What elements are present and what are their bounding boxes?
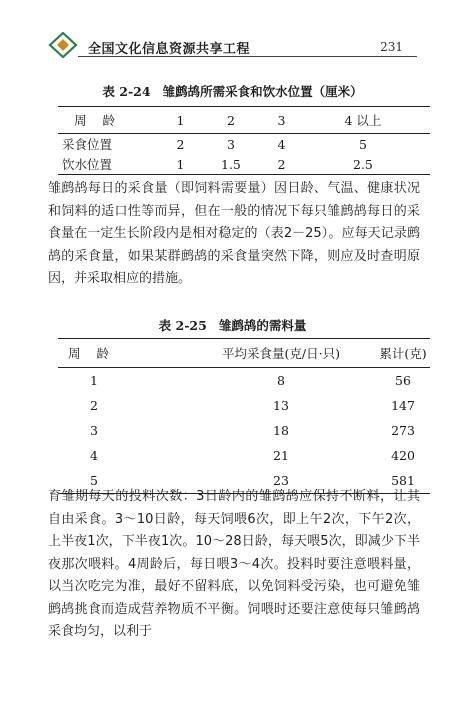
table-row [58, 418, 430, 443]
table-cell: 18 [273, 423, 289, 438]
table-cell: 2 [277, 156, 286, 172]
body-paragraph-1: 雏鹧鸪每日的采食量（即饲料需要量）因日龄、气温、健康状况和饲料的适口性等而异，但在一般的情况下每只雏鹧鸪每日的采食量在一定生长阶段内是相对稳定的（表2－25）。应每天记录鹧鸪的采食量，如果某群鹧鸪的采食量突然下降，则应及时查明原因，并采取相应的措施。 [48, 181, 420, 286]
table1-caption-number: 表 2-24 [102, 84, 151, 99]
table2-caption-number: 表 2-25 [158, 318, 207, 333]
table2-caption [0, 316, 465, 334]
table-cell: 3 [90, 423, 98, 438]
table-cell: 581 [391, 473, 415, 488]
table-row [58, 393, 430, 418]
header-rule [78, 56, 417, 57]
feed-requirement-table [58, 338, 430, 494]
feeding-watering-table [58, 106, 430, 175]
table-header-cell: 周龄 [58, 339, 182, 368]
table-cell: 13 [273, 398, 289, 413]
table1-caption-title: 雏鹧鸪所需采食和饮水位置（厘米） [162, 84, 363, 99]
table-cell: 420 [391, 448, 415, 463]
table-cell: 5 [358, 136, 367, 152]
table-cell: 56 [395, 373, 411, 388]
table-cell: 4 [90, 448, 98, 463]
table-cell: 3 [226, 136, 235, 152]
header-title: 全国文化信息资源共享工程 [88, 42, 251, 57]
table-cell: 5 [90, 473, 98, 488]
table-header-cell: 3 [267, 107, 296, 134]
library-logo-icon [48, 32, 78, 58]
table-row [58, 368, 430, 394]
table-header-cell: 2 [195, 107, 267, 134]
table-cell: 1 [90, 373, 98, 388]
page-header [0, 24, 465, 60]
table-row [58, 134, 430, 155]
table2-caption-title: 雏鹧鸪的需料量 [218, 318, 307, 333]
table-header-row [58, 107, 430, 134]
table-header-cell: 平均采食量(克/日·只) [182, 339, 356, 368]
table-cell: 2 [176, 136, 185, 152]
table-cell: 1 [176, 156, 185, 172]
table-cell: 21 [273, 448, 289, 463]
table-header-cell: 4 以上 [296, 107, 430, 134]
table-cell: 273 [391, 423, 415, 438]
table-cell: 2 [90, 398, 98, 413]
table-row [58, 154, 430, 175]
table-cell: 采食位置 [62, 137, 113, 152]
table-cell: 8 [277, 373, 285, 388]
table-cell: 147 [391, 398, 415, 413]
table-header-row [58, 339, 430, 368]
page-number: 231 [380, 40, 403, 54]
table-header-cell: 周龄 [58, 107, 166, 134]
table-row [58, 443, 430, 468]
table-cell: 1.5 [221, 156, 241, 172]
table-cell: 4 [277, 136, 286, 152]
table-cell: 饮水位置 [62, 157, 113, 172]
table-cell: 23 [273, 473, 289, 488]
table-header-cell: 累计(克) [356, 339, 430, 368]
table-cell: 2.5 [353, 156, 373, 172]
table-header-cell: 1 [166, 107, 195, 134]
table1-caption [0, 82, 465, 100]
body-paragraph-2: 育雏期每天的投料次数：3日龄内的雏鹧鸪应保持不断料，让其自由采食。3～10日龄，每天饲喂6次，即上午2次，下午2次，上半夜1次，下半夜1次。10～28日龄，每天喂5次，即减少下半夜那次喂料。4周龄后，每日喂3～4次。投料时要注意喂料量，以当次吃完为准，最好不留料底，以免饲料受污染，也可避免雏鹧鸪挑食而造成营养物质不平衡。饲喂时还要注意使每只雏鹧鸪采食均匀，以利于 [48, 489, 420, 639]
